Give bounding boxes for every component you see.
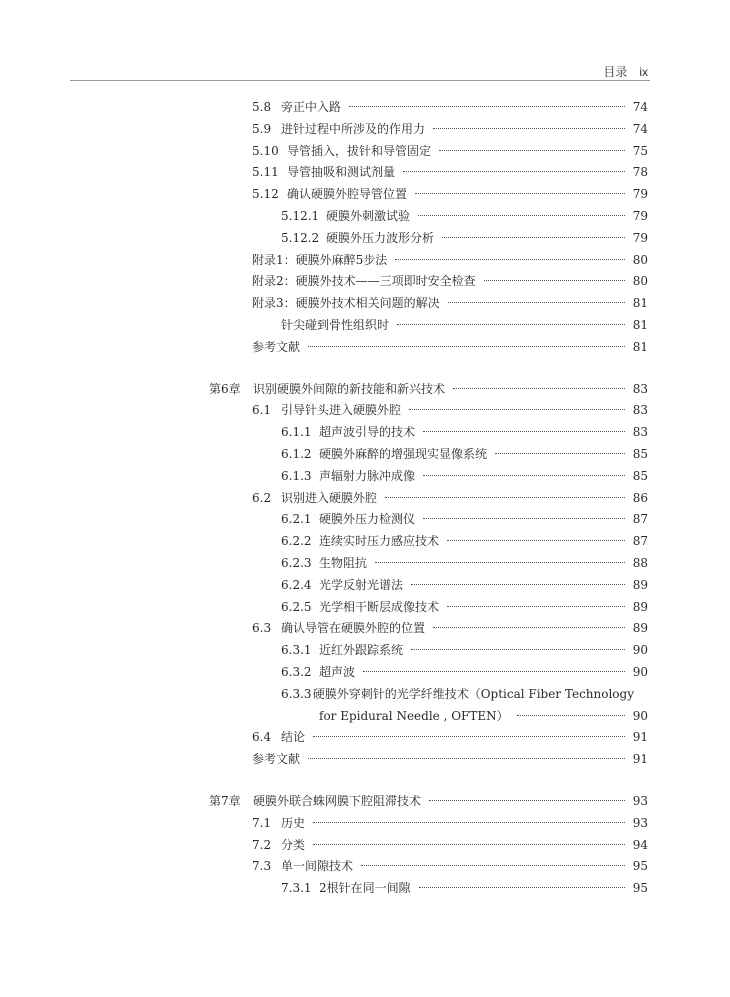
entry-title: 识别进入硬膜外腔 [281,490,378,505]
entry-page-number: 93 [632,793,648,808]
entry-title: 确认导管在硬膜外腔的位置 [281,621,426,636]
entry-page-number: 90 [632,664,648,679]
entry-number: 5.12 [252,187,279,202]
entry-title: 导管插入，拔针和导管固定 [287,143,432,158]
entry-title: 硬膜外麻醉的增强现实显像系统 [319,446,488,461]
section-gap [0,771,730,791]
entry-page-number: 93 [632,815,648,830]
entry-title: 导管抽吸和测试剂量 [287,165,396,180]
toc-entry[interactable] [0,315,730,337]
entry-title: 针尖碰到骨性组织时 [281,317,390,332]
entry-page-number: 88 [632,555,648,570]
entry-title: 引导针头进入硬膜外腔 [281,403,402,418]
dot-leader [385,497,625,498]
dot-leader [363,671,625,672]
entry-title: 超声波引导的技术 [319,425,416,440]
entry-number: 5.10 [252,143,279,158]
dot-leader [448,302,625,303]
dot-leader [375,562,625,563]
toc-chapter-entry[interactable] [0,791,730,813]
entry-number: 6.3.3 [281,686,312,701]
dot-leader [308,346,625,347]
toc-entry[interactable] [0,662,730,684]
entry-page-number: 95 [632,859,648,874]
entry-page-number: 78 [632,165,648,180]
toc-entry[interactable] [0,813,730,835]
toc-entry[interactable] [0,835,730,857]
entry-number: 6.3.2 [281,664,312,679]
entry-title: 光学反射光谱法 [319,577,404,592]
entry-title: 附录3：硬膜外技术相关问题的解决 [252,296,440,311]
entry-title: 确认硬膜外腔导管位置 [287,187,408,202]
entry-title: 结论 [281,730,306,745]
dot-leader [423,475,625,476]
entry-page-number: 79 [632,187,648,202]
entry-number: 6.2 [252,490,272,505]
dot-leader [313,844,625,845]
toc-entry[interactable] [0,727,730,749]
entry-page-number: 79 [632,208,648,223]
dot-leader [349,106,625,107]
entry-title: 2根针在同一间隙 [319,881,411,896]
dot-leader [439,150,625,151]
toc-entry[interactable] [0,293,730,315]
toc-entry[interactable] [0,575,730,597]
toc-entry[interactable] [0,856,730,878]
entry-page-number: 79 [632,230,648,245]
header-rule [70,80,650,81]
entry-page-number: 89 [632,599,648,614]
entry-page-number: 85 [632,468,648,483]
entry-number: 6.2.3 [281,555,312,570]
entry-number: 6.1.3 [281,468,312,483]
entry-page-number: 85 [632,446,648,461]
toc-entry[interactable] [0,618,730,640]
entry-number: 6.1 [252,403,272,418]
toc-entry[interactable] [0,488,730,510]
entry-number: 第7章 [209,793,241,808]
dot-leader [403,171,625,172]
entry-title: 生物阻抗 [319,555,368,570]
entry-title: 光学相干断层成像技术 [319,599,440,614]
entry-title: 参考文献 [252,752,301,767]
entry-page-number: 95 [632,881,648,896]
entry-number: 6.1.2 [281,446,312,461]
entry-page-number: 87 [632,512,648,527]
header-section: 目录 [603,65,628,79]
dot-leader [447,540,625,541]
entry-title: 参考文献 [252,339,301,354]
toc-entry[interactable] [0,444,730,466]
dot-leader [415,193,625,194]
entry-page-number: 80 [632,252,648,267]
dot-leader [433,128,625,129]
toc-entry[interactable] [0,271,730,293]
dot-leader [453,388,625,389]
dot-leader [308,758,625,759]
entry-title: 近红外跟踪系统 [319,643,404,658]
dot-leader [313,822,625,823]
toc-entry[interactable] [0,422,730,444]
entry-number: 7.1 [252,815,272,830]
dot-leader [419,887,625,888]
toc-entry[interactable] [0,184,730,206]
entry-number: 6.3.1 [281,643,312,658]
entry-page-number: 81 [632,296,648,311]
dot-leader [429,800,625,801]
toc-entry[interactable] [0,597,730,619]
dot-leader [395,259,624,260]
toc-entry[interactable] [0,509,730,531]
dot-leader [447,606,625,607]
toc-entry[interactable] [0,119,730,141]
entry-number: 第6章 [209,381,241,396]
entry-number: 6.4 [252,730,272,745]
entry-page-number: 75 [632,143,648,158]
entry-title: 单一间隙技术 [281,859,354,874]
entry-number: 6.2.1 [281,512,312,527]
table-of-contents [0,97,730,900]
toc-entry[interactable] [0,749,730,771]
entry-page-number: 83 [632,425,648,440]
entry-number: 7.2 [252,837,272,852]
toc-entry[interactable] [0,228,730,250]
entry-title: 进针过程中所涉及的作用力 [281,121,426,136]
dot-leader [484,280,625,281]
entry-title: 分类 [281,837,306,852]
entry-number: 6.2.2 [281,534,312,549]
entry-number: 6.2.5 [281,599,312,614]
entry-title: 硬膜外刺激试验 [326,208,411,223]
toc-entry[interactable] [0,206,730,228]
entry-number: 5.8 [252,100,272,114]
entry-number: 6.1.1 [281,425,312,440]
entry-page-number: 89 [632,621,648,636]
toc-entry[interactable] [0,337,730,359]
toc-entry[interactable] [0,553,730,575]
entry-page-number: 94 [632,837,648,852]
toc-entry[interactable] [0,640,730,662]
toc-chapter-entry[interactable] [0,379,730,401]
dot-leader [517,715,625,716]
toc-entry[interactable] [0,400,730,422]
entry-page-number: 89 [632,577,648,592]
dot-leader [495,453,625,454]
entry-page-number: 81 [632,339,648,354]
dot-leader [397,324,625,325]
entry-page-number: 83 [632,381,648,396]
entry-title: 硬膜外联合蛛网膜下腔阻滞技术 [253,793,422,808]
entry-title: 附录1：硬膜外麻醉5步法 [252,252,388,267]
toc-entry[interactable] [0,684,730,706]
toc-entry[interactable] [0,531,730,553]
entry-title: for Epidural Needle , OFTEN） [319,708,509,723]
entry-page-number: 74 [632,100,648,114]
dot-leader [411,649,625,650]
dot-leader [313,736,625,737]
entry-number: 5.12.2 [281,230,320,245]
dot-leader [433,627,625,628]
dot-leader [411,584,625,585]
entry-page-number: 91 [632,730,648,745]
dot-leader [409,409,625,410]
header-page-number: ix [639,65,648,79]
entry-title: 超声波 [319,664,356,679]
entry-page-number: 74 [632,121,648,136]
entry-page-number: 80 [632,274,648,289]
toc-entry[interactable] [0,878,730,900]
entry-number: 5.12.1 [281,208,320,223]
dot-leader [423,518,625,519]
entry-number: 7.3 [252,859,272,874]
toc-entry[interactable] [0,162,730,184]
entry-title: 硬膜外穿刺针的光学纤维技术（Optical Fiber Technology [312,686,634,701]
toc-entry[interactable] [0,250,730,272]
entry-title: 连续实时压力感应技术 [319,534,440,549]
toc-entry[interactable] [0,141,730,163]
dot-leader [442,237,625,238]
entry-title: 旁正中入路 [281,100,342,114]
dot-leader [423,431,625,432]
entry-title: 识别硬膜外间隙的新技能和新兴技术 [253,381,446,396]
entry-number: 5.11 [252,165,279,180]
entry-page-number: 90 [632,708,648,723]
entry-page-number: 91 [632,752,648,767]
entry-number: 6.2.4 [281,577,312,592]
entry-page-number: 90 [632,643,648,658]
entry-page-number: 87 [632,534,648,549]
entry-number: 5.9 [252,121,272,136]
toc-entry[interactable] [0,466,730,488]
dot-leader [361,865,625,866]
entry-page-number: 83 [632,403,648,418]
entry-title: 声辐射力脉冲成像 [319,468,416,483]
toc-entry[interactable] [0,706,730,728]
entry-title: 附录2：硬膜外技术——三项即时安全检查 [252,274,476,289]
toc-entry[interactable] [0,97,730,119]
dot-leader [418,215,625,216]
entry-page-number: 86 [632,490,648,505]
entry-number: 6.3 [252,621,272,636]
entry-title: 硬膜外压力波形分析 [326,230,435,245]
entry-page-number: 81 [632,317,648,332]
running-header [603,63,648,80]
entry-title: 硬膜外压力检测仪 [319,512,416,527]
entry-number: 7.3.1 [281,881,312,896]
entry-title: 历史 [281,815,306,830]
section-gap [0,359,730,379]
